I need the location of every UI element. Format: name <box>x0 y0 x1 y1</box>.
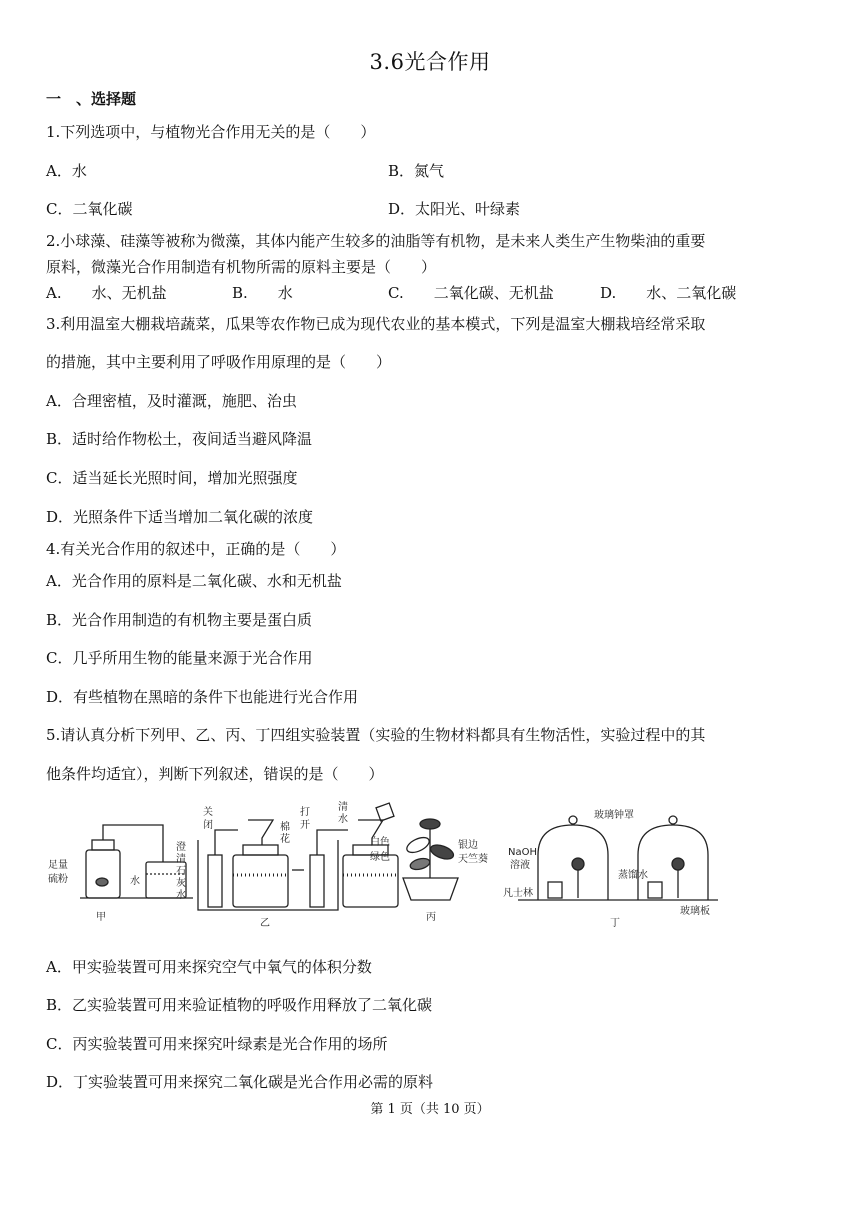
q5-option-d: D．丁实验装置可用来探究二氧化碳是光合作用必需的原料 <box>46 1073 434 1091</box>
label-lvse: 绿色 <box>370 852 390 863</box>
label-tianzhukui: 天竺葵 <box>458 854 488 865</box>
q3-stem-line2: 的措施，其中主要利用了呼吸作用原理的是（ ） <box>46 353 392 371</box>
q3-option-a: A．合理密植，及时灌溉，施肥、治虫 <box>46 392 297 410</box>
q5-stem-line1: 5.请认真分析下列甲、乙、丙、丁四组实验装置（实验的生物材料都具有生物活性，实验过程中的其 <box>46 726 706 744</box>
q3-option-b: B．适时给作物松土，夜间适当避风降温 <box>46 430 313 448</box>
label-shui2: 水 <box>176 890 186 901</box>
q4-option-b: B．光合作用制造的有机物主要是蛋白质 <box>46 611 313 629</box>
label-bing: 丙 <box>426 912 436 923</box>
label-zhengliushui: 蒸馏水 <box>618 870 648 881</box>
label-naoh2: 溶液 <box>510 860 530 871</box>
q1-option-d: D．太阳光、叶绿素 <box>388 200 521 218</box>
q1-option-b: B．氮气 <box>388 162 445 180</box>
label-zuliang: 足量 <box>48 860 68 871</box>
q2-option-a: A. 水、无机盐 <box>46 284 167 302</box>
experiment-figure <box>48 800 728 935</box>
label-naoh1: NaOH <box>508 847 537 858</box>
label-fanshilin: 凡士林 <box>503 888 533 899</box>
label-qing: 清 <box>176 854 186 865</box>
q2-option-b: B. 水 <box>232 284 293 302</box>
label-yi: 乙 <box>260 918 270 929</box>
q4-option-c: C．几乎所用生物的能量来源于光合作用 <box>46 649 313 667</box>
label-bi: 闭 <box>203 820 213 831</box>
label-guan: 关 <box>203 807 213 818</box>
q2-stem-line1: 2.小球藻、硅藻等被称为微藻，其体内能产生较多的油脂等有机物，是未来人类生产生物柴油的重要 <box>46 232 706 250</box>
q5-option-c: C．丙实验装置可用来探究叶绿素是光合作用的场所 <box>46 1035 388 1053</box>
label-ding: 丁 <box>610 918 620 929</box>
page-footer: 第 1 页（共 10 页） <box>370 1102 490 1117</box>
label-liufen: 硫粉 <box>48 874 68 885</box>
label-qingshui1: 清 <box>338 802 348 813</box>
setup-ding <box>518 816 718 900</box>
q1-option-c: C．二氧化碳 <box>46 200 133 218</box>
label-shui: 水 <box>130 876 140 887</box>
label-shi: 石 <box>176 866 186 877</box>
q4-stem: 4.有关光合作用的叙述中，正确的是（ ） <box>46 540 346 558</box>
label-hua: 花 <box>280 834 290 845</box>
q1-option-a: A．水 <box>46 162 87 180</box>
q3-option-d: D．光照条件下适当增加二氧化碳的浓度 <box>46 508 314 526</box>
q1-stem: 1.下列选项中，与植物光合作用无关的是（ ） <box>46 123 376 141</box>
q5-option-b: B．乙实验装置可用来验证植物的呼吸作用释放了二氧化碳 <box>46 996 433 1014</box>
label-dakai-kai: 开 <box>300 820 310 831</box>
label-jia: 甲 <box>96 912 106 923</box>
label-mian: 棉 <box>280 822 290 833</box>
q4-option-a: A．光合作用的原料是二氧化碳、水和无机盐 <box>46 572 342 590</box>
q3-stem-line1: 3.利用温室大棚栽培蔬菜，瓜果等农作物已成为现代农业的基本模式，下列是温室大棚栽培经常采取 <box>46 315 706 333</box>
label-boliban: 玻璃板 <box>680 906 710 917</box>
label-yinbian: 银边 <box>458 840 478 851</box>
label-hui: 灰 <box>176 878 186 889</box>
q2-option-c: C. 二氧化碳、无机盐 <box>388 284 554 302</box>
page-title: 3.6光合作用 <box>369 50 491 74</box>
label-boli-zhongzhao: 玻璃钟罩 <box>594 810 634 821</box>
q3-option-c: C．适当延长光照时间，增加光照强度 <box>46 469 298 487</box>
q2-option-d: D. 水、二氧化碳 <box>600 284 737 302</box>
q2-stem-line2: 原料，微藻光合作用制造有机物所需的原料主要是（ ） <box>46 258 437 276</box>
q5-stem-line2: 他条件均适宜），判断下列叙述，错误的是（ ） <box>46 765 384 783</box>
label-baise: 白色 <box>370 837 390 848</box>
setup-yi <box>198 803 398 910</box>
label-cheng: 澄 <box>176 842 186 853</box>
label-dakai-da: 打 <box>300 807 310 818</box>
label-qingshui2: 水 <box>338 814 348 825</box>
section-heading: 一 、选择题 <box>46 90 137 108</box>
setup-bing <box>403 819 458 900</box>
q5-option-a: A．甲实验装置可用来探究空气中氧气的体积分数 <box>46 958 372 976</box>
q4-option-d: D．有些植物在黑暗的条件下也能进行光合作用 <box>46 688 359 706</box>
